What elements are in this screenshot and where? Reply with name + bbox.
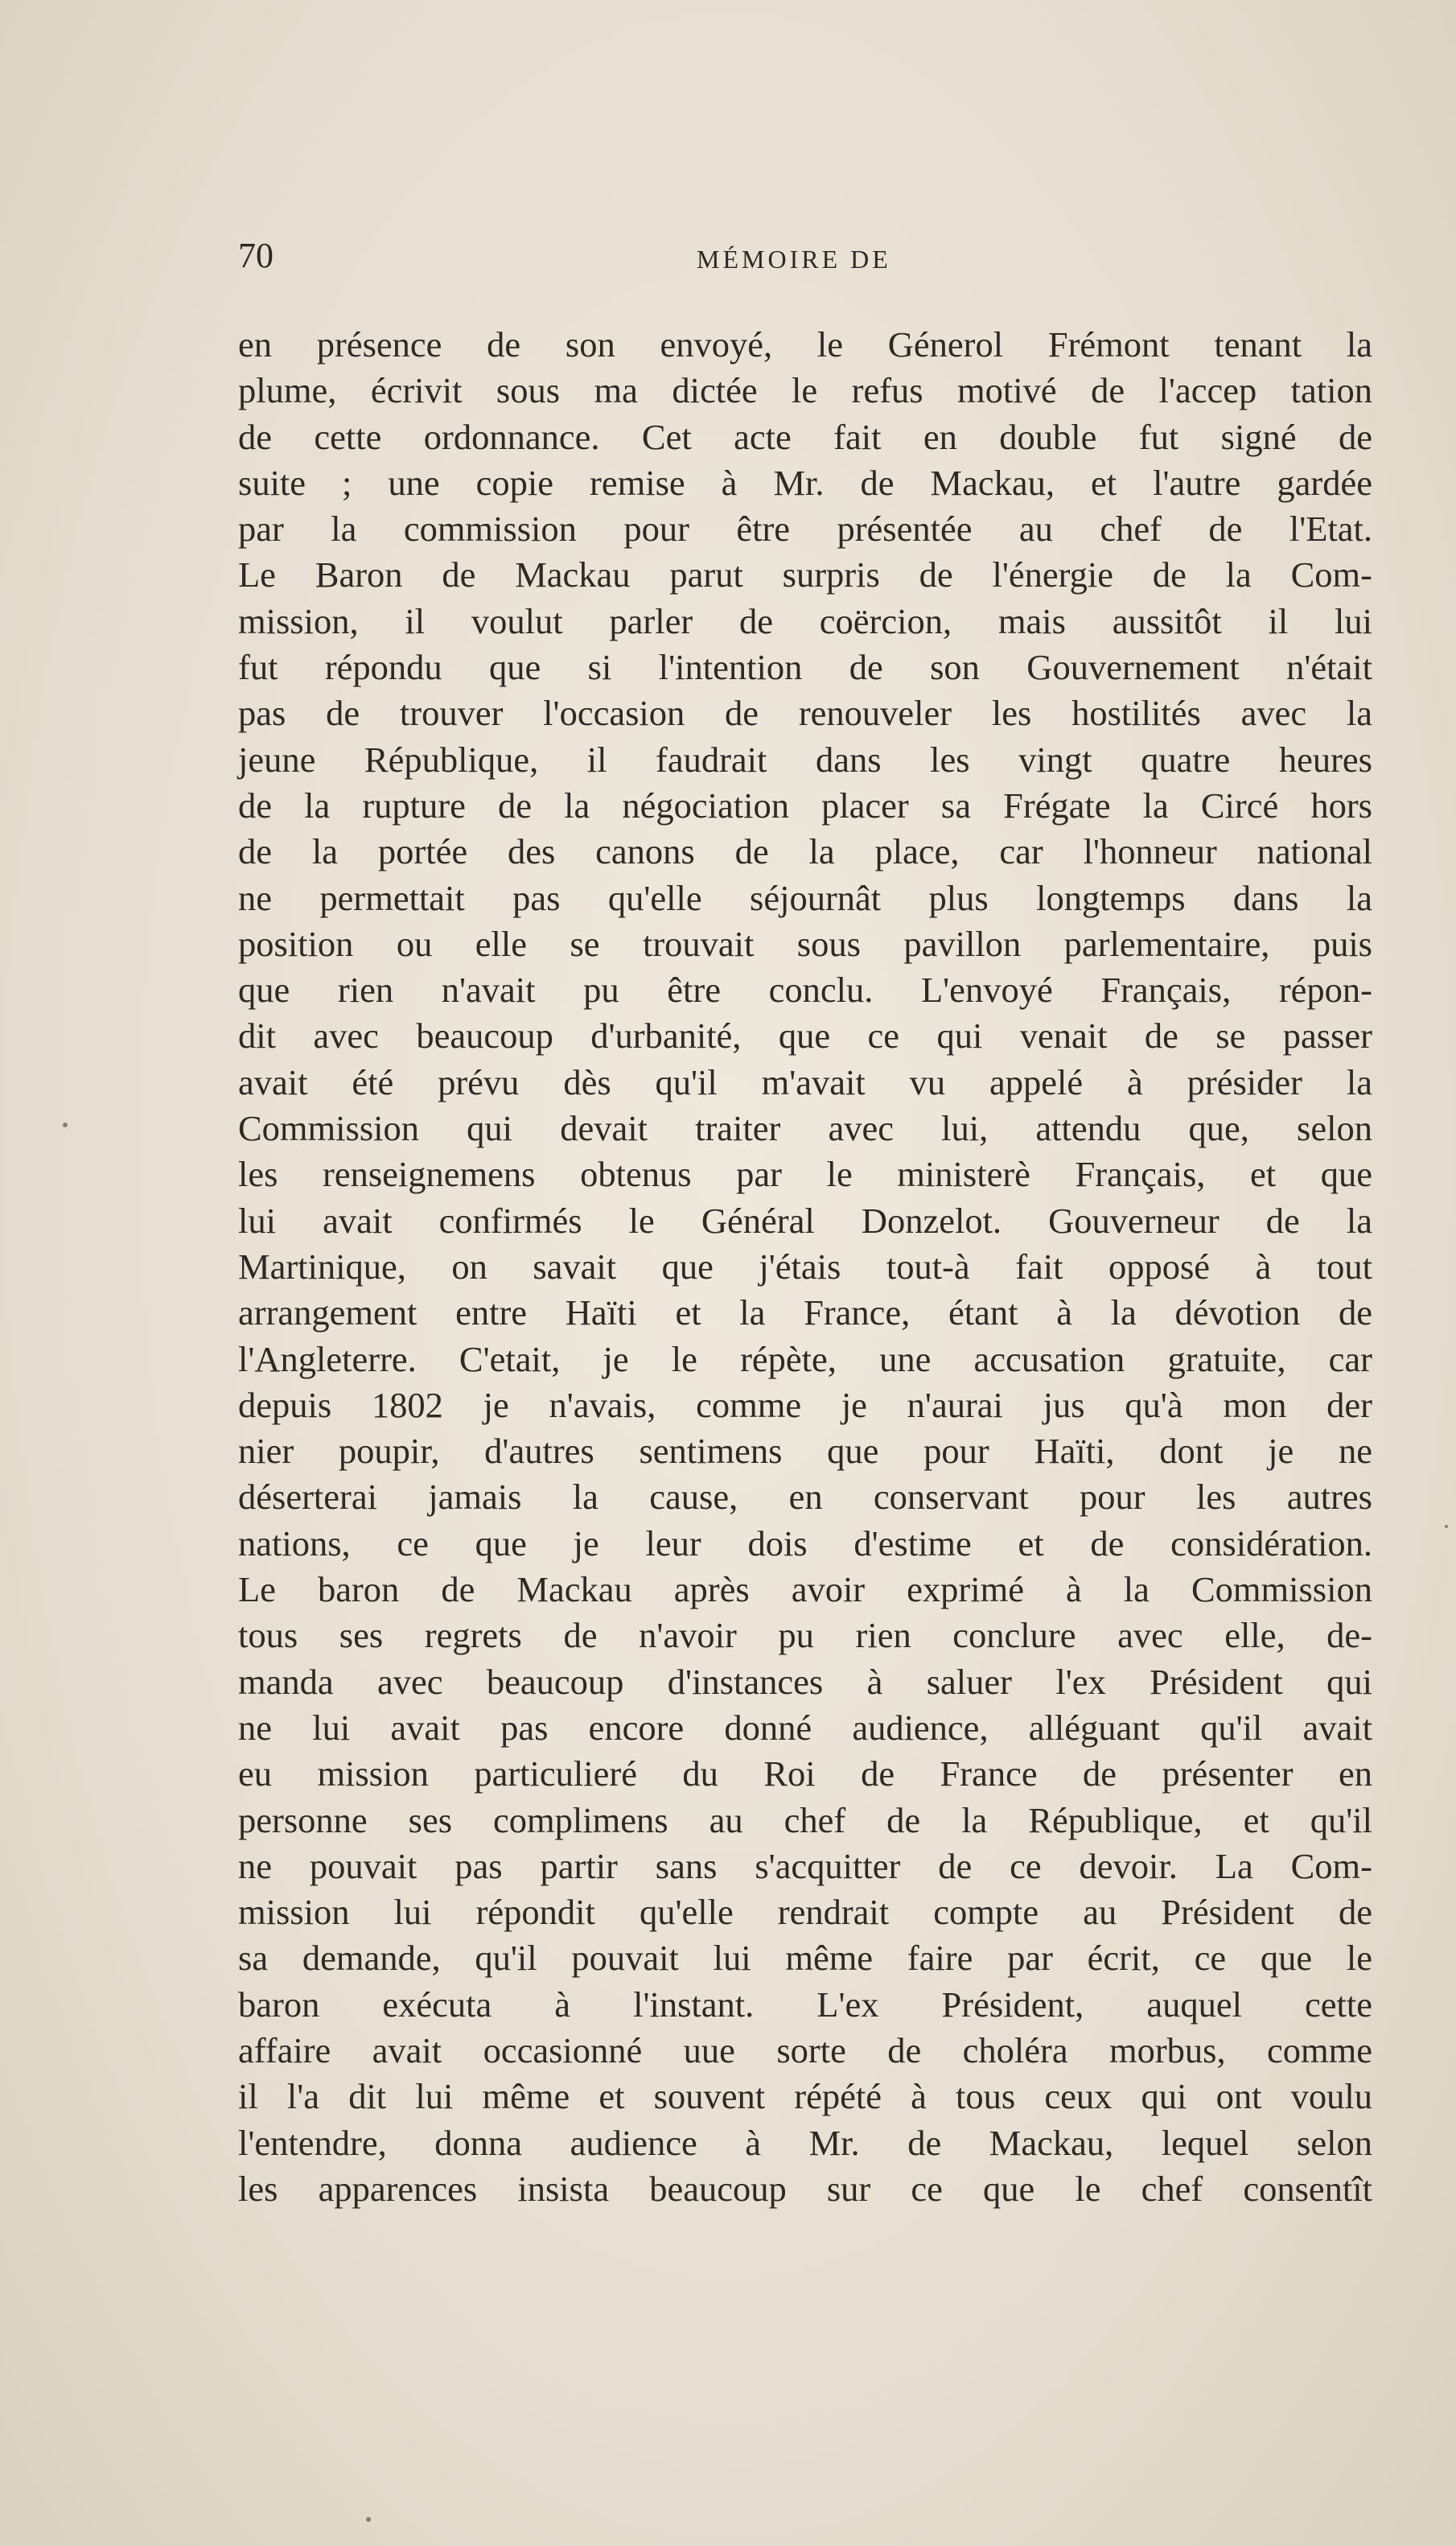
- text-line: ne pouvait pas partir sans s'acquitter de ce devoir. La Com-: [238, 1845, 1372, 1886]
- text-line: suite ; une copie remise à Mr. de Mackau, et l'autre gardée: [238, 462, 1372, 503]
- paper-speck: [366, 2517, 371, 2522]
- text-line: mission, il voulut parler de coërcion, mais aussitôt il lui: [238, 600, 1372, 641]
- page-header: [238, 232, 1102, 280]
- text-line: l'Angleterre. C'etait, je le répète, une accusation gratuite, car: [238, 1338, 1372, 1379]
- text-line: fut répondu que si l'intention de son Gouvernement n'était: [238, 647, 1372, 688]
- text-line: il l'a dit lui même et souvent répété à tous ceux qui ont voulu: [238, 2076, 1372, 2117]
- text-line: en présence de son envoyé, le Génerol Frémont tenant la: [238, 324, 1372, 365]
- text-line: dit avec beaucoup d'urbanité, que ce qui venait de se passer: [238, 1016, 1372, 1057]
- text-line: Le Baron de Mackau parut surpris de l'énergie de la Com-: [238, 554, 1372, 595]
- text-line: arrangement entre Haïti et la France, étant à la dévotion de: [238, 1292, 1372, 1333]
- text-line: jeune République, il faudrait dans les vingt quatre heures: [238, 739, 1372, 780]
- text-line: que rien n'avait pu être conclu. L'envoyé Français, répon-: [238, 970, 1372, 1011]
- text-line: depuis 1802 je n'avais, comme je n'aurai jus qu'à mon der: [238, 1384, 1372, 1425]
- text-line: avait été prévu dès qu'il m'avait vu appelé à présider la: [238, 1061, 1372, 1102]
- text-line: ne permettait pas qu'elle séjournât plus longtemps dans la: [238, 877, 1372, 918]
- text-line: par la commission pour être présentée au chef de l'Etat.: [238, 509, 1372, 550]
- text-line: mission lui répondit qu'elle rendrait compte au Président de: [238, 1892, 1372, 1933]
- text-line: ne lui avait pas encore donné audience, alléguant qu'il avait: [238, 1707, 1372, 1748]
- text-line: sa demande, qu'il pouvait lui même faire par écrit, ce que le: [238, 1938, 1372, 1979]
- paper-speck: [63, 1123, 68, 1127]
- running-title: MÉMOIRE DE: [697, 245, 891, 274]
- text-line: les renseignemens obtenus par le ministerè Français, et que: [238, 1154, 1372, 1195]
- paper-speck: [1445, 1525, 1448, 1528]
- text-line: baron exécuta à l'instant. L'ex Président, auquel cette: [238, 1984, 1372, 2025]
- text-line: l'entendre, donna audience à Mr. de Mackau, lequel selon: [238, 2122, 1372, 2163]
- text-line: nier poupir, d'autres sentimens que pour Haïti, dont je ne: [238, 1431, 1372, 1472]
- text-line: déserterai jamais la cause, en conservant pour les autres: [238, 1477, 1372, 1518]
- text-line: manda avec beaucoup d'instances à saluer l'ex Président qui: [238, 1661, 1372, 1702]
- text-line: les apparences insista beaucoup sur ce que le chef consentît: [238, 2168, 1372, 2209]
- text-line: Commission qui devait traiter avec lui, attendu que, selon: [238, 1108, 1372, 1149]
- text-line: de la rupture de la négociation placer sa Frégate la Circé hors: [238, 785, 1372, 826]
- text-line: Martinique, on savait que j'étais tout-à fait opposé à tout: [238, 1246, 1372, 1287]
- text-line: tous ses regrets de n'avoir pu rien conclure avec elle, de-: [238, 1615, 1372, 1656]
- text-line: pas de trouver l'occasion de renouveler les hostilités avec la: [238, 693, 1372, 734]
- text-line: nations, ce que je leur dois d'estime et de considération.: [238, 1522, 1372, 1563]
- text-line: eu mission particulieré du Roi de France de présenter en: [238, 1753, 1372, 1794]
- text-line: position ou elle se trouvait sous pavillon parlementaire, puis: [238, 923, 1372, 964]
- text-line: personne ses complimens au chef de la République, et qu'il: [238, 1799, 1372, 1840]
- text-line: Le baron de Mackau après avoir exprimé à la Commission: [238, 1569, 1372, 1610]
- body-text: [238, 322, 1372, 2212]
- text-line: de cette ordonnance. Cet acte fait en double fut signé de: [238, 416, 1372, 457]
- text-line: de la portée des canons de la place, car l'honneur national: [238, 831, 1372, 872]
- text-line: affaire avait occasionné uue sorte de choléra morbus, comme: [238, 2029, 1372, 2070]
- text-line: lui avait confirmés le Général Donzelot. Gouverneur de la: [238, 1200, 1372, 1241]
- text-line: plume, écrivit sous ma dictée le refus motivé de l'accep tation: [238, 370, 1372, 411]
- page-number: 70: [238, 236, 274, 275]
